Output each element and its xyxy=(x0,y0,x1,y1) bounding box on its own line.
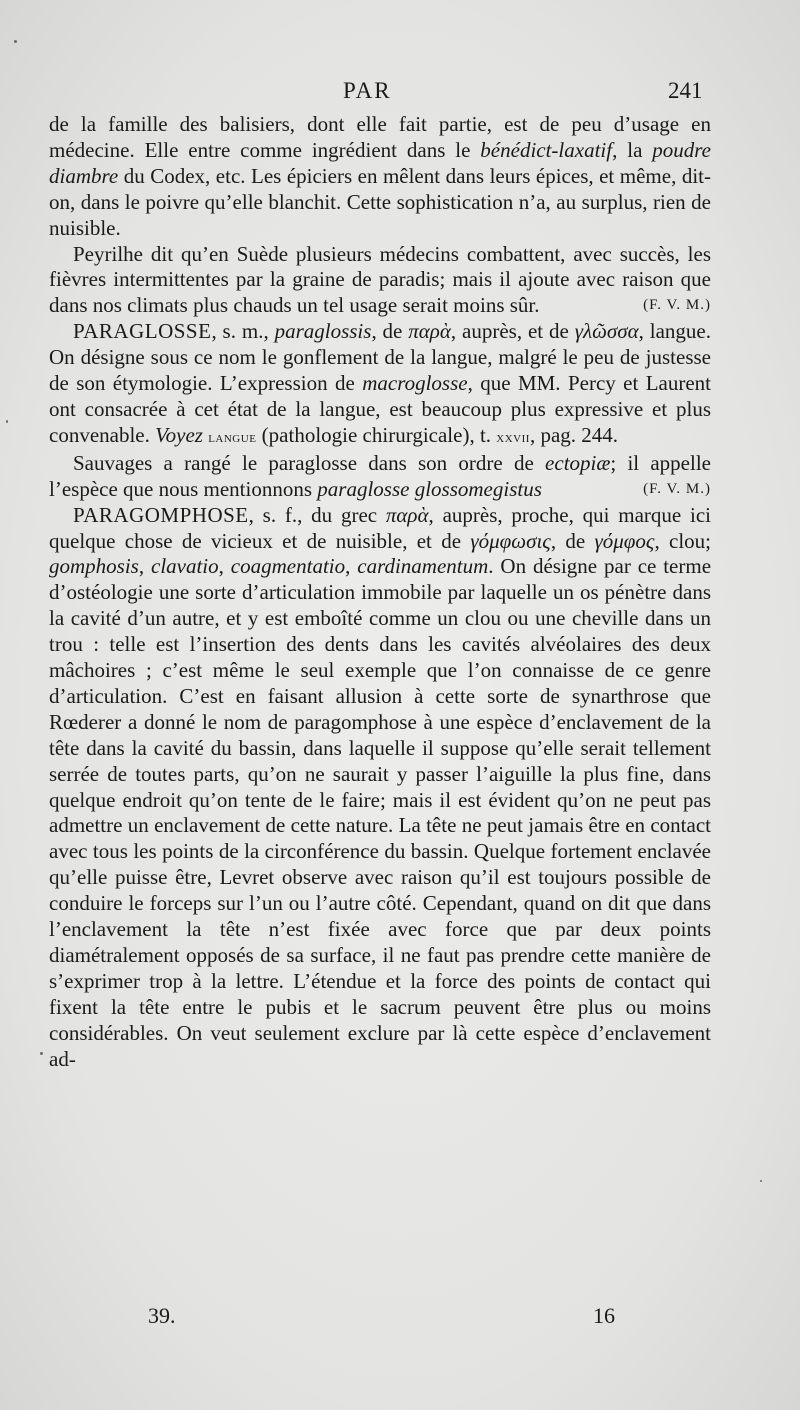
author-signature: (F. V. M.) xyxy=(643,480,711,497)
text-run: de la famille des balisiers, dont elle fait partie, est de peu d’usage en médecine. Elle entre comme ingrédient dans le xyxy=(49,112,711,162)
paragraph xyxy=(49,319,711,451)
italic-text: γλῶσσα xyxy=(574,319,639,344)
text-run: (pathologie chirurgicale), t. xyxy=(256,422,497,447)
page-footer xyxy=(0,1303,800,1333)
text-run: , langue. On désigne sous ce nom le gonflement de la langue, malgré le peu de justesse de son étymologie. L’expression de xyxy=(49,319,711,396)
text-run: ; il appelle l’espèce que nous mentionnons xyxy=(49,450,711,501)
text-run: , de xyxy=(371,319,409,344)
italic-text: gomphosis xyxy=(49,554,139,579)
text-run: , auprès, proche, qui marque ici quelque chose de vicieux et de nuisible, et de xyxy=(49,502,711,553)
sheet-number: 39. xyxy=(148,1303,176,1328)
text-run: , xyxy=(345,554,358,579)
small-caps-text: xxvii xyxy=(496,428,530,446)
text-run: , xyxy=(218,554,231,579)
italic-text: γόμφωσις xyxy=(470,528,551,553)
running-header xyxy=(0,78,800,108)
running-title: PAR xyxy=(343,78,392,103)
text-run: , de xyxy=(550,528,595,553)
italic-text: clavatio xyxy=(151,554,219,579)
paragraph xyxy=(49,112,711,242)
italic-text: cardinamentum xyxy=(357,554,489,579)
italic-text: poudre diambre xyxy=(49,137,711,188)
print-speck xyxy=(40,1052,43,1055)
italic-text: παρὰ xyxy=(408,319,451,344)
text-run: , la xyxy=(612,137,653,162)
text-run: , auprès, et de xyxy=(450,319,575,344)
text-run: , pag. 244. xyxy=(529,422,619,447)
text-run: du Codex, etc. Les épiciers en mêlent dans leurs épices, et même, dit-on, dans le poivre qu’elle blanchit. Cette sophistication n’a, au surplus, rien de nuisible. xyxy=(49,163,711,240)
italic-text: paraglossis xyxy=(274,319,372,344)
italic-text: macroglosse xyxy=(362,371,468,396)
main-text xyxy=(49,112,711,1073)
text-run: . On désigne par ce terme d’ostéologie une sorte d’articulation immobile par laquelle un os pénètre dans la cavité d’un autre, et y est emboîté comme un clou ou une cheville dans un trou : telle est l’insertion des dents dans les cavités alvéolaires des deux mâchoires ; c’est même le seul exemple que l’on connaisse de ce genre d’articulation. C’est en faisant allusion à cette sorte de synarthrose que Rœderer a donné le nom de paragomphose à une espèce d’enclavement de la tête dans la cavité du bassin, dans laquelle il suppose qu’elle serait tellement serrée de toutes parts, qu’on ne saurait y passer l’aiguille la plus fine, dans quelque endroit qu’on tente de le faire; mais il est évident qu’on ne peut pas admettre un enclavement de cette nature. La tête ne peut jamais être en contact avec tous les points de la circonférence du bassin. Quelque fortement enclavée qu’elle puisse être, Levret observe avec raison qu’il est toujours possible de conduire le forceps sur l’un ou l’autre côté. Cependant, quand on dit que dans l’enclavement la tête n’est fixée avec force que par deux points diamétralement opposés de sa surface, il ne faut pas prendre cette manière de s’exprimer trop à la lettre. L’étendue et la force des points de contact qui fixent la tête entre le pubis et le sacrum peuvent être plus ou moins considérables. On veut seulement exclure par là cette espèce d’enclavement ad- xyxy=(49,554,712,1071)
italic-text: παρὰ xyxy=(385,502,429,527)
text-run: Sauvages a rangé le paraglosse dans son ordre de xyxy=(73,450,546,475)
text-run: , xyxy=(138,554,151,579)
italic-text: γόμφος xyxy=(594,528,655,553)
text-run: , s. m., xyxy=(211,319,275,344)
headword: PARAGOMPHOSE xyxy=(73,502,249,527)
italic-text: ectopiæ xyxy=(545,450,611,475)
headword: PARAGLOSSE xyxy=(73,319,212,344)
text-run: , s. f., du grec xyxy=(248,502,386,527)
small-caps-text: langue xyxy=(208,428,257,446)
text-run: , que MM. Percy et Laurent ont consacrée à cet état de la langue, est beaucoup plus expressive et plus convenable. xyxy=(49,371,711,447)
author-signature: (F. V. M.) xyxy=(643,297,711,314)
paragraph xyxy=(49,503,711,1073)
print-speck xyxy=(14,40,17,43)
print-speck xyxy=(760,1180,762,1182)
text-run: Peyrilhe dit qu’en Suède plusieurs médecins combattent, avec succès, les fièvres intermittentes par la graine de paradis; mais il ajoute avec raison que dans nos climats plus chauds un tel usage serait moins sûr. xyxy=(49,241,711,318)
italic-text: paraglosse glossomegistus xyxy=(317,476,542,501)
paragraph xyxy=(49,451,711,503)
page-number: 241 xyxy=(668,78,703,103)
italic-text: coagmentatio xyxy=(230,554,346,579)
gathering-mark: 16 xyxy=(593,1303,615,1328)
paragraph xyxy=(49,242,711,320)
italic-text: bénédict-laxatif xyxy=(480,137,613,162)
print-speck xyxy=(6,420,8,423)
italic-text: Voyez xyxy=(155,422,203,447)
text-run: , clou; xyxy=(654,528,711,553)
